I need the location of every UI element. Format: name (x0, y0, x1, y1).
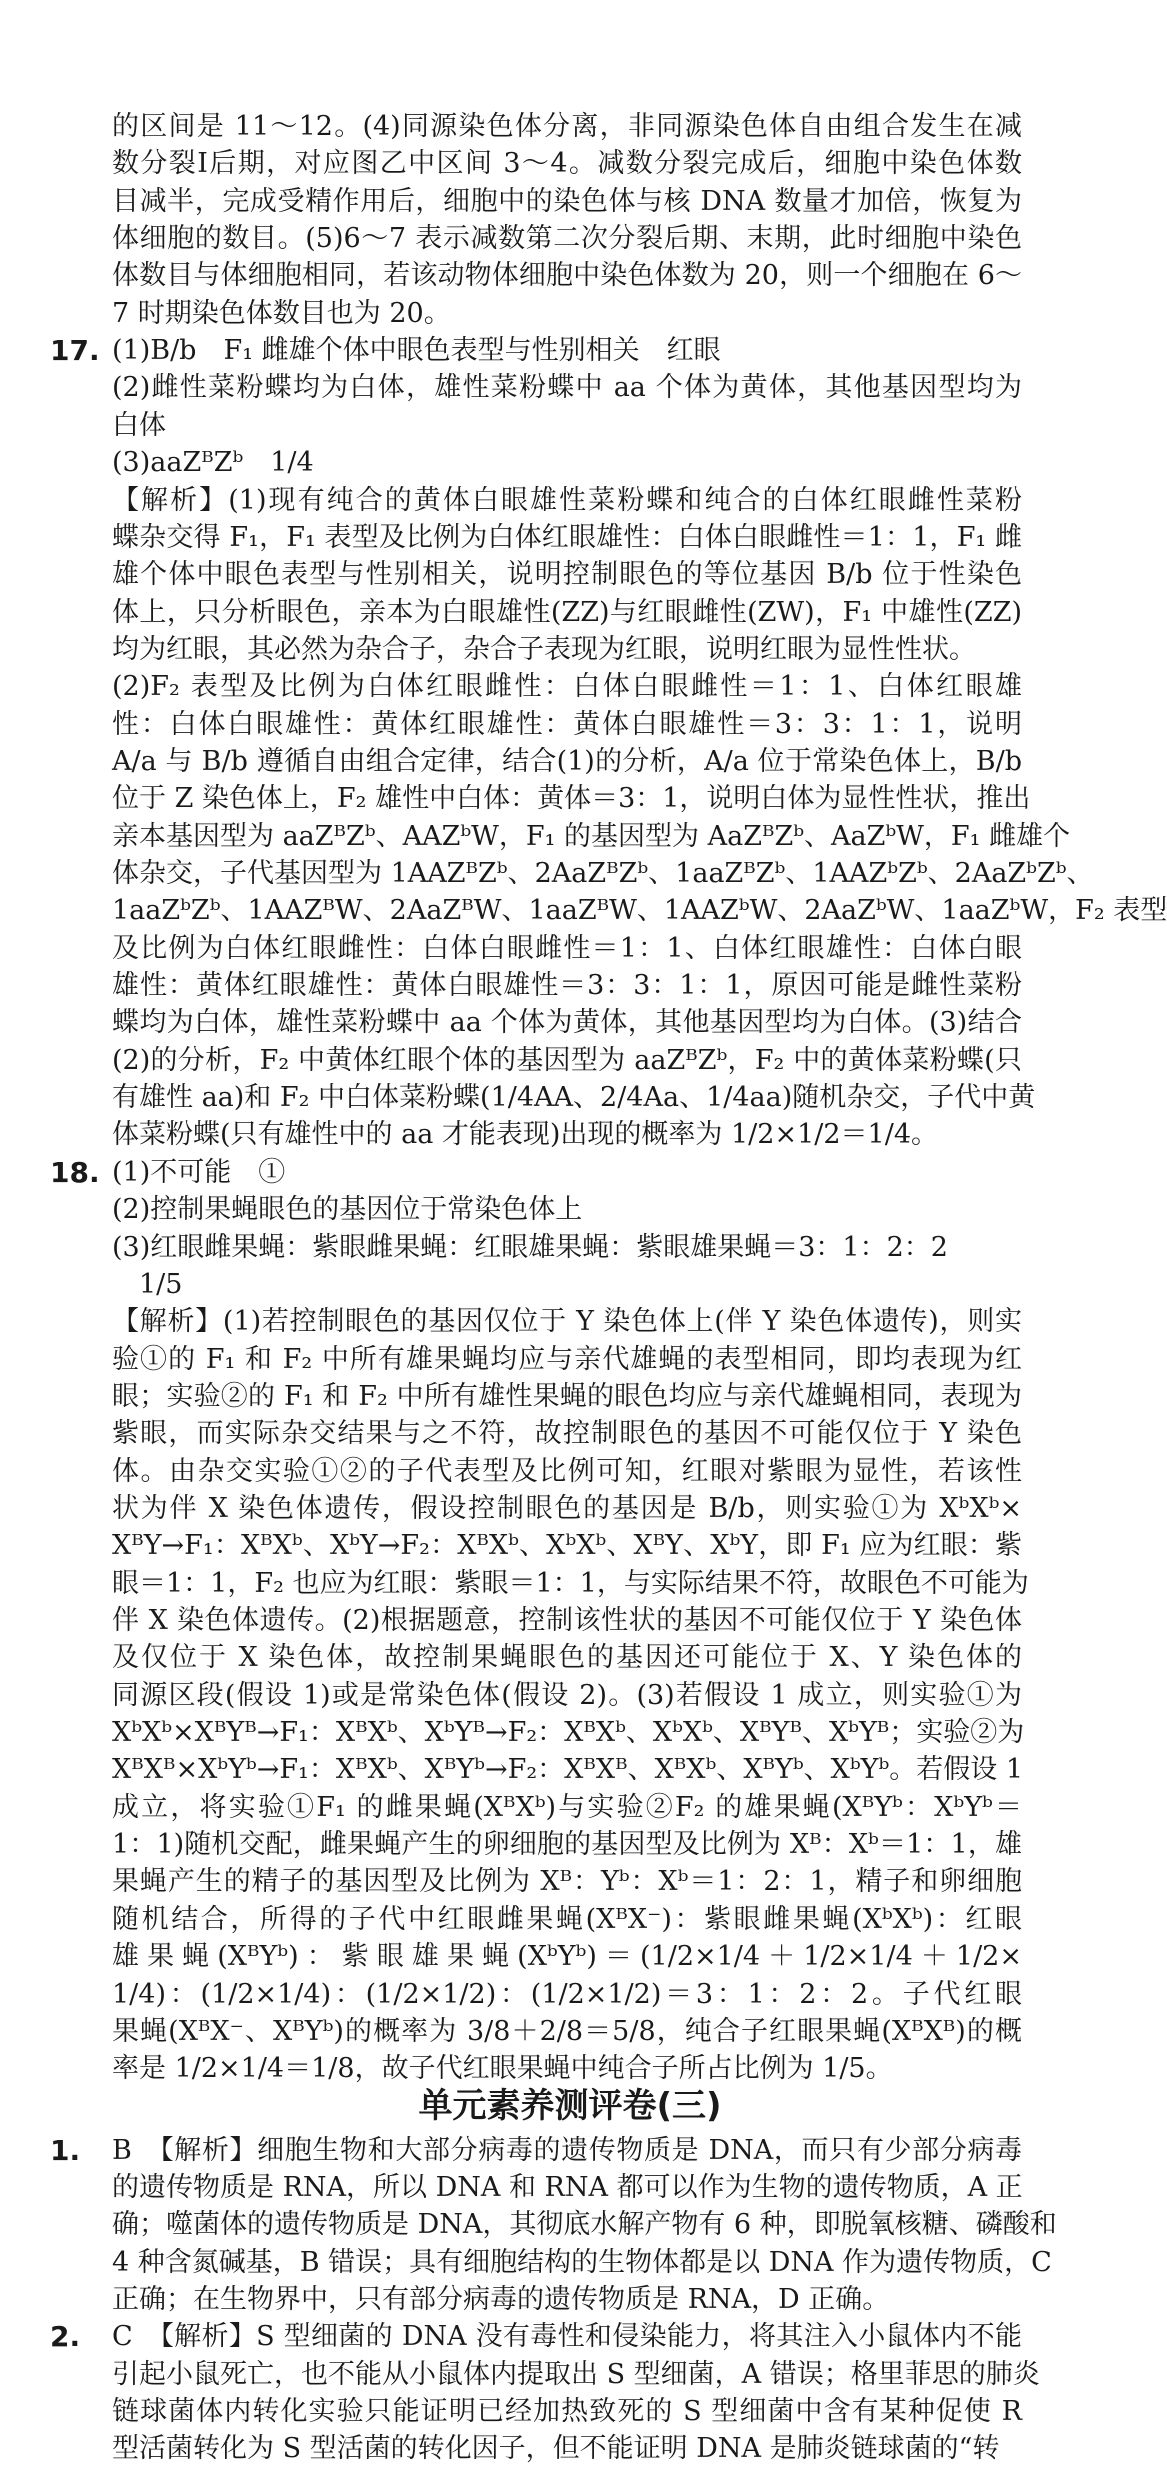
text-line: (2)控制果蝇眼色的基因位于常染色体上 (112, 1194, 583, 1226)
text-line: 伴 X 染色体遗传。(2)根据题意，控制该性状的基因不可能仅位于 Y 染色体 (112, 1605, 1022, 1636)
text-line: 验①的 F₁ 和 F₂ 中所有雄果蝇均应与亲代雄蝇的表型相同，即均表现为红 (112, 1343, 1022, 1375)
text-line: 1：1)随机交配，雌果蝇产生的卵细胞的基因型及比例为 Xᴮ：Xᵇ＝1：1，雄 (112, 1829, 1022, 1861)
text-line: 型活菌转化为 S 型活菌的转化因子，但不能证明 DNA 是肺炎链球菌的“转 (112, 2433, 1000, 2465)
text-line: 雄性：黄体红眼雄性：黄体白眼雄性＝3：3：1：1，原因可能是雌性菜粉 (112, 970, 1022, 1002)
text-line: 雄个体中眼色表型与性别相关，说明控制眼色的等位基因 B/b 位于性染色 (112, 559, 1022, 591)
text-line: 4 种含氮碱基，B 错误；具有细胞结构的生物体都是以 DNA 作为遗传物质，C (112, 2246, 1052, 2278)
text-line: 及比例为白体红眼雌性：白体白眼雌性＝1：1、白体红眼雄性：白体白眼 (112, 932, 1022, 964)
text-line: 体杂交，子代基因型为 1AAZᴮZᵇ、2AaZᴮZᵇ、1aaZᴮZᵇ、1AAZᵇZᵇ、2AaZᵇZᵇ、 (112, 858, 1094, 889)
text-line: 眼＝1：1，F₂ 也应为红眼：紫眼＝1：1，与实际结果不符，故眼色不可能为 (112, 1567, 1029, 1599)
text-line: 体。由杂交实验①②的子代表型及比例可知，红眼对紫眼为显性，若该性 (112, 1455, 1022, 1487)
text-line: (1)不可能 ① (112, 1156, 286, 1188)
text-line: 目减半，完成受精作用后，细胞中的染色体与核 DNA 数量才加倍，恢复为 (112, 185, 1022, 217)
text-line: 链球菌体内转化实验只能证明已经加热致死的 S 型细菌中含有某种促使 R (112, 2396, 1022, 2427)
question-number: 17. (50, 334, 100, 368)
text-line: 雄果蝇(XᴮYᵇ)：紫眼雄果蝇(XᵇYᵇ)＝(1/2×1/4＋1/2×1/4＋1/2× (112, 1941, 1022, 1973)
text-line: (1)B/b F₁ 雌雄个体中眼色表型与性别相关 红眼 (112, 335, 721, 367)
text-line: 随机结合，所得的子代中红眼雌果蝇(XᴮX⁻)：紫眼雌果蝇(XᵇXᵇ)：红眼 (112, 1903, 1022, 1935)
text-line: B 【解析】细胞生物和大部分病毒的遗传物质是 DNA，而只有少部分病毒 (112, 2134, 1022, 2166)
section-title: 单元素养测评卷(三) (418, 2085, 722, 2126)
text-line: 状为伴 X 染色体遗传，假设控制眼色的基因是 B/b，则实验①为 XᵇXᵇ× (112, 1492, 1022, 1524)
text-line: 有雄性 aa)和 F₂ 中白体菜粉蝶(1/4AA、2/4Aa、1/4aa)随机杂交，子代中黄 (112, 1082, 1036, 1114)
question-number: 1. (50, 2133, 81, 2167)
text-line: (2)雌性菜粉蝶均为白体，雄性菜粉蝶中 aa 个体为黄体，其他基因型均为 (112, 372, 1022, 404)
text-line: (3)红眼雌果蝇：紫眼雌果蝇：红眼雄果蝇：紫眼雄果蝇＝3：1：2：2 (112, 1231, 948, 1263)
text-line: XᴮXᴮ×XᵇYᵇ→F₁：XᴮXᵇ、XᴮYᵇ→F₂：XᴮXᴮ、XᴮXᵇ、XᴮYᵇ、XᵇYᵇ。若假设 1 (112, 1754, 1024, 1786)
text-line: 体数目与体细胞相同，若该动物体细胞中染色体数为 20，则一个细胞在 6～ (112, 260, 1022, 292)
question-number: 18. (50, 1155, 100, 1189)
text-line: 1/4)：(1/2×1/4)：(1/2×1/2)：(1/2×1/2)＝3：1：2：2。子代红眼 (112, 1978, 1022, 2010)
text-line: 蝶杂交得 F₁，F₁ 表型及比例为白体红眼雄性：白体白眼雌性＝1：1，F₁ 雌 (112, 521, 1022, 553)
text-line: 【解析】(1)现有纯合的黄体白眼雄性菜粉蝶和纯合的白体红眼雌性菜粉 (112, 484, 1022, 516)
text-line: 同源区段(假设 1)或是常染色体(假设 2)。(3)若假设 1 成立，则实验①为 (112, 1679, 1022, 1711)
text-line: 位于 Z 染色体上，F₂ 雄性中白体：黄体＝3：1，说明白体为显性性状，推出 (112, 783, 1031, 815)
text-line: (2)的分析，F₂ 中黄体红眼个体的基因型为 aaZᴮZᵇ，F₂ 中的黄体菜粉蝶(只 (112, 1044, 1022, 1076)
text-line: 体上，只分析眼色，亲本为白眼雄性(ZZ)与红眼雌性(ZW)，F₁ 中雄性(ZZ) (112, 596, 1022, 628)
text-line: 的区间是 11～12。(4)同源染色体分离，非同源染色体自由组合发生在减 (112, 111, 1022, 142)
text-line: 性：白体白眼雄性：黄体红眼雄性：黄体白眼雄性＝3：3：1：1，说明 (112, 708, 1022, 740)
text-line: XᵇXᵇ×XᴮYᴮ→F₁：XᴮXᵇ、XᵇYᴮ→F₂：XᴮXᵇ、XᵇXᵇ、XᴮYᴮ、XᵇYᴮ；实验②为 (112, 1717, 1025, 1749)
text-line: 数分裂Ⅰ后期，对应图乙中区间 3～4。减数分裂完成后，细胞中染色体数 (112, 148, 1022, 180)
text-line: 确；噬菌体的遗传物质是 DNA，其彻底水解产物有 6 种，即脱氧核糖、磷酸和 (112, 2209, 1057, 2241)
text-line: 1/5 (112, 1268, 183, 1300)
text-line: 的遗传物质是 RNA，所以 DNA 和 RNA 都可以作为生物的遗传物质，A 正 (112, 2171, 1023, 2203)
text-line: 成立，将实验①F₁ 的雌果蝇(XᴮXᵇ)与实验②F₂ 的雄果蝇(XᴮYᵇ：XᵇYᵇ＝ (112, 1791, 1022, 1823)
question-number: 2. (50, 2320, 81, 2354)
text-line: A/a 与 B/b 遵循自由组合定律，结合(1)的分析，A/a 位于常染色体上，B/b (112, 745, 1022, 777)
text-line: (3)aaZᴮZᵇ 1/4 (112, 447, 314, 479)
text-line: 正确；在生物界中，只有部分病毒的遗传物质是 RNA，D 正确。 (112, 2283, 890, 2315)
text-line: 体菜粉蝶(只有雄性中的 aa 才能表现)出现的概率为 1/2×1/2＝1/4。 (112, 1119, 938, 1151)
text-line: 及仅位于 X 染色体，故控制果蝇眼色的基因还可能位于 X、Y 染色体的 (112, 1642, 1022, 1674)
text-line: 紫眼，而实际杂交结果与之不符，故控制眼色的基因不可能仅位于 Y 染色 (112, 1418, 1022, 1450)
text-line: 率是 1/2×1/4＝1/8，故子代红眼果蝇中纯合子所占比例为 1/5。 (112, 2053, 893, 2085)
text-line: 白体 (112, 409, 166, 441)
text-line: 果蝇(XᴮX⁻、XᴮYᵇ)的概率为 3/8＋2/8＝5/8，纯合子红眼果蝇(XᴮXᴮ)的概 (112, 2015, 1022, 2047)
text-line: 眼；实验②的 F₁ 和 F₂ 中所有雄性果蝇的眼色均应与亲代雄蝇相同，表现为 (112, 1380, 1022, 1412)
text-line: XᴮY→F₁：XᴮXᵇ、XᵇY→F₂：XᴮXᵇ、XᵇXᵇ、XᴮY、XᵇY，即 F₁ 应为红眼：紫 (112, 1530, 1022, 1562)
text-line: 【解析】(1)若控制眼色的基因仅位于 Y 染色体上(伴 Y 染色体遗传)，则实 (112, 1306, 1022, 1338)
text-line: 亲本基因型为 aaZᴮZᵇ、AAZᵇW，F₁ 的基因型为 AaZᴮZᵇ、AaZᵇW，F₁ 雌雄个 (112, 820, 1071, 852)
text-line: 均为红眼，其必然为杂合子，杂合子表现为红眼，说明红眼为显性性状。 (112, 633, 976, 665)
text-line: 果蝇产生的精子的基因型及比例为 Xᴮ：Yᵇ：Xᵇ＝1：2：1，精子和卵细胞 (112, 1866, 1022, 1898)
text-line: 蝶均为白体，雄性菜粉蝶中 aa 个体为黄体，其他基因型均为白体。(3)结合 (112, 1007, 1022, 1039)
text-line: 体细胞的数目。(5)6～7 表示减数第二次分裂后期、末期，此时细胞中染色 (112, 223, 1022, 255)
text-line: 引起小鼠死亡，也不能从小鼠体内提取出 S 型细菌，A 错误；格里菲思的肺炎 (112, 2358, 1040, 2390)
text-line: C 【解析】S 型细菌的 DNA 没有毒性和侵染能力，将其注入小鼠体内不能 (112, 2321, 1022, 2353)
text-line: (2)F₂ 表型及比例为白体红眼雌性：白体白眼雌性＝1：1、白体红眼雄 (112, 671, 1022, 703)
text-line: 7 时期染色体数目也为 20。 (112, 297, 451, 329)
text-line: 1aaZᵇZᵇ、1AAZᴮW、2AaZᴮW、1aaZᴮW、1AAZᵇW、2AaZᵇW、1aaZᵇW，F₂ 表型 (112, 895, 1167, 927)
